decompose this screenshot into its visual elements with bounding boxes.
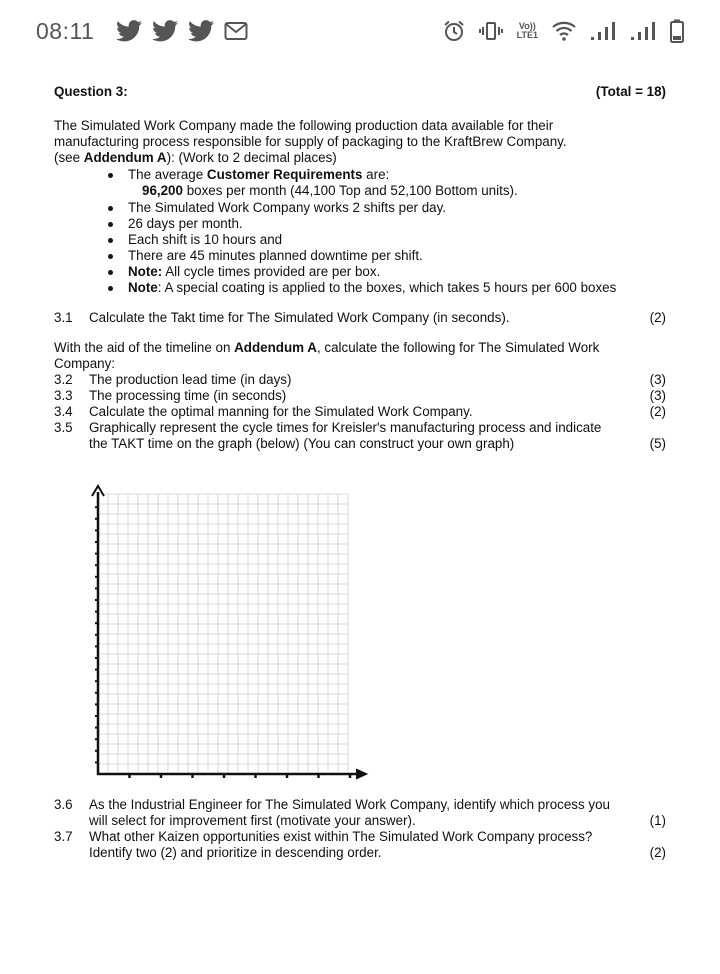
volte-bottom-label: LTE1	[516, 30, 538, 40]
question-marks: (3)	[649, 388, 666, 403]
question-3-3	[54, 388, 666, 404]
clock-time: 08:11	[36, 17, 95, 44]
question-header	[54, 84, 666, 100]
text-fragment: ): (Work to 2 decimal places)	[166, 150, 337, 165]
question-line: Identify two (2) and prioritize in descending order.	[89, 845, 382, 860]
list-item	[128, 264, 666, 280]
question-marks: (2)	[649, 310, 666, 325]
question-text: Calculate the optimal manning for the Simulated Work Company.	[89, 404, 473, 419]
text-fragment: (see	[54, 150, 84, 165]
question-marks	[642, 797, 666, 829]
text-fragment: All cycle times provided are per box.	[162, 264, 381, 279]
status-left	[36, 18, 248, 45]
question-number: 3.3	[54, 388, 73, 403]
aid-line	[54, 340, 666, 356]
question-title: Question 3:	[54, 84, 128, 99]
graph-ticks	[95, 507, 376, 778]
question-text: Calculate the Takt time for The Simulated Work Company (in seconds).	[89, 310, 510, 325]
aid-line: Company:	[54, 356, 116, 371]
blank-graph-grid	[86, 484, 376, 784]
question-number: 3.4	[54, 404, 73, 419]
marks-value: (2)	[649, 845, 666, 860]
question-document-continued	[54, 797, 666, 861]
signal-strength-icon	[590, 21, 616, 41]
question-line: What other Kaizen opportunities exist within The Simulated Work Company process?	[89, 829, 593, 844]
list-item: 26 days per month.	[128, 216, 666, 232]
production-data-list	[54, 167, 666, 183]
addendum-reference: Addendum A	[234, 340, 317, 355]
marks-value: (1)	[649, 813, 666, 828]
text-fragment: boxes per month (44,100 Top and 52,100 Bottom units).	[182, 183, 518, 198]
question-marks	[642, 420, 666, 452]
volte-top-label: Vo))	[518, 21, 536, 31]
addendum-reference: Addendum A	[83, 150, 167, 165]
question-text	[89, 420, 642, 452]
question-3-4	[54, 404, 666, 420]
text-fragment: are:	[362, 167, 390, 182]
list-item: The Simulated Work Company works 2 shifts per day.	[128, 200, 666, 216]
production-data-list	[54, 200, 666, 296]
list-item	[128, 167, 666, 183]
question-text	[89, 829, 642, 861]
question-marks: (3)	[649, 372, 666, 387]
status-right	[443, 19, 684, 43]
question-line: will select for improvement first (motivate your answer).	[89, 813, 416, 828]
note-label: Note	[128, 280, 158, 295]
intro-line: manufacturing process responsible for supply of packaging to the KraftBrew Company.	[54, 134, 567, 149]
question-line: Graphically represent the cycle times for Kreisler's manufacturing process and indicate	[89, 420, 602, 435]
question-number: 3.5	[54, 420, 73, 435]
volte-indicator	[517, 22, 538, 40]
list-item: There are 45 minutes planned downtime per shift.	[128, 248, 666, 264]
vibrate-icon	[479, 21, 503, 41]
graph-gridlines	[98, 494, 348, 774]
x-axis-arrow	[356, 769, 367, 779]
question-number: 3.2	[54, 372, 73, 387]
question-line: As the Industrial Engineer for The Simulated Work Company, identify which process you	[89, 797, 610, 812]
wifi-icon	[552, 21, 576, 41]
question-text	[89, 797, 642, 829]
question-number: 3.7	[54, 829, 73, 844]
question-text: The processing time (in seconds)	[89, 388, 287, 403]
question-3-7	[54, 829, 666, 861]
graph-axes	[92, 486, 367, 779]
question-marks	[642, 829, 666, 861]
status-bar	[0, 0, 720, 62]
list-item: Each shift is 10 hours and	[128, 232, 666, 248]
question-line: the TAKT time on the graph (below) (You can construct your own graph)	[89, 436, 515, 451]
boxes-count: 96,200	[142, 183, 183, 198]
signal-strength-icon	[630, 21, 656, 41]
alarm-clock-icon	[443, 20, 465, 42]
question-number: 3.1	[54, 310, 73, 325]
list-item	[128, 280, 666, 296]
note-label: Note:	[128, 264, 163, 279]
battery-icon	[670, 19, 684, 43]
text-fragment: , calculate the following for The Simulated Work	[316, 340, 600, 355]
twitter-icon	[188, 20, 214, 42]
aid-paragraph	[54, 340, 666, 372]
customer-requirements-label: Customer Requirements	[206, 167, 363, 182]
question-marks: (2)	[649, 404, 666, 419]
twitter-icon	[116, 20, 142, 42]
marks-value: (5)	[649, 436, 666, 451]
gmail-icon	[224, 21, 248, 41]
question-3-5	[54, 420, 666, 452]
intro-line	[54, 150, 666, 166]
question-document	[54, 80, 666, 452]
question-3-2	[54, 372, 666, 388]
question-number: 3.6	[54, 797, 73, 812]
question-text: The production lead time (in days)	[89, 372, 292, 387]
requirements-detail	[54, 183, 666, 199]
text-fragment: : A special coating is applied to the boxes, which takes 5 hours per 600 boxes	[157, 280, 617, 295]
twitter-icon	[152, 20, 178, 42]
intro-paragraph	[54, 118, 666, 166]
question-total: (Total = 18)	[595, 84, 666, 99]
question-3-1	[54, 310, 666, 326]
question-3-6	[54, 797, 666, 829]
intro-line: The Simulated Work Company made the following production data available for their	[54, 118, 554, 133]
text-fragment: The average	[128, 167, 207, 182]
text-fragment: With the aid of the timeline on	[54, 340, 235, 355]
